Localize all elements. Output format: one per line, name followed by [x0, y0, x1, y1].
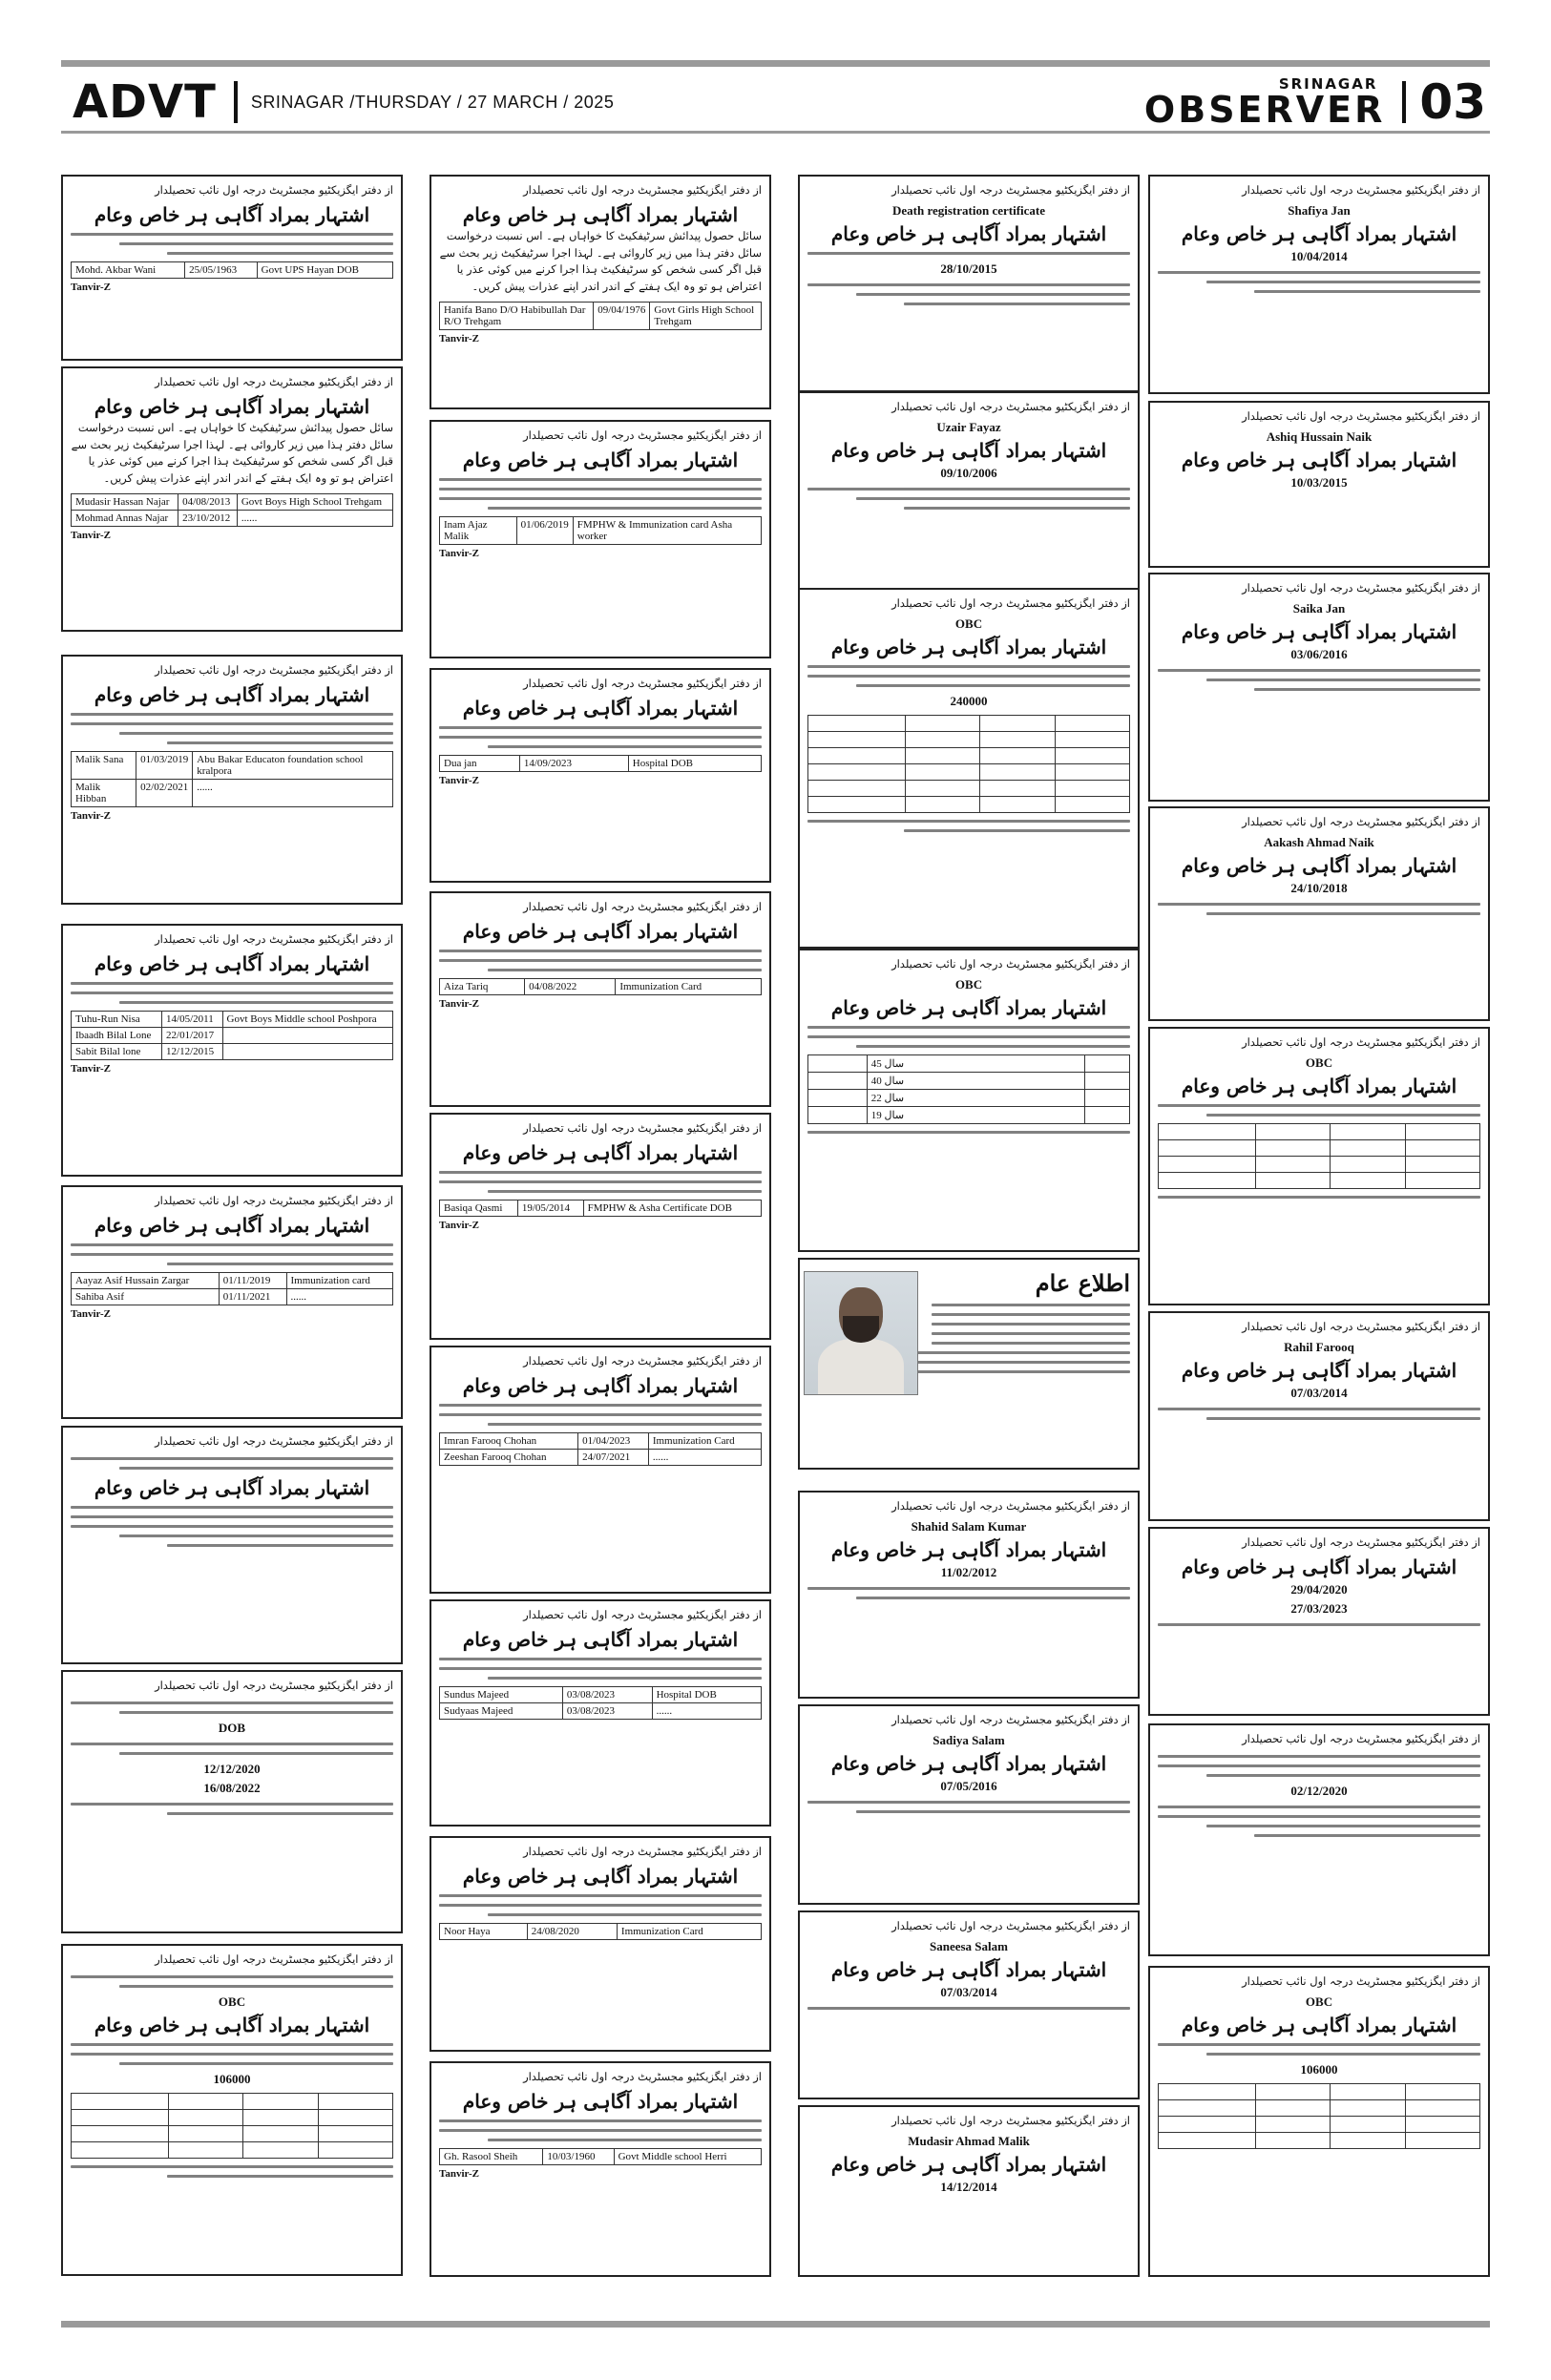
tehsildar-signature: Tanvir-Z: [439, 1219, 479, 1231]
ad-heading: اشتہار بمراد آگاہی ہر خاص وعام: [830, 1537, 1107, 1561]
section-label: ADVT: [73, 75, 217, 129]
ad-c1d: [61, 924, 403, 1177]
applicant-name: Ashiq Hussain Naik: [1266, 428, 1373, 444]
event-date: 24/10/2018: [1290, 880, 1348, 895]
ad-heading: اشتہار بمراد آگاہی ہر خاص وعام: [830, 221, 1107, 245]
tehsildar-signature: Tanvir-Z: [439, 997, 479, 1010]
ad-c1h: [61, 1944, 403, 2276]
ad-intro: از دفتر ایگزیکٹیو مجسٹریٹ درجہ اول نائب تحصیلدار: [891, 1713, 1130, 1726]
ad-table: [439, 2148, 762, 2165]
person-photo: [804, 1271, 918, 1395]
ad-table: [71, 2093, 393, 2159]
ad-heading: اشتہار بمراد آگاہی ہر خاص وعام: [462, 2089, 739, 2113]
ad-intro: از دفتر ایگزیکٹیو مجسٹریٹ درجہ اول نائب تحصیلدار: [155, 375, 393, 388]
tehsildar-signature: Tanvir-Z: [439, 2167, 479, 2180]
ad-c2b: [430, 420, 771, 658]
ad-intro: از دفتر ایگزیکٹیو مجسٹریٹ درجہ اول نائب تحصیلدار: [155, 932, 393, 946]
ad-heading: اشتہار بمراد آگاہی ہر خاص وعام: [830, 1751, 1107, 1775]
masthead-city: SRINAGAR: [1278, 74, 1378, 93]
ad-table: [71, 1272, 393, 1305]
tehsildar-signature: Tanvir-Z: [71, 1062, 111, 1075]
ad-table: [71, 261, 393, 279]
ad-intro: از دفتر ایگزیکٹیو مجسٹریٹ درجہ اول نائب تحصیلدار: [1242, 815, 1480, 828]
table-row: Sahiba Asif 01/11/2021 ......: [72, 1288, 393, 1305]
ad-c1b: [61, 366, 403, 632]
ad-intro: از دفتر ایگزیکٹیو مجسٹریٹ درجہ اول نائب تحصیلدار: [155, 183, 393, 197]
applicant-name: Shahid Salam Kumar: [911, 1518, 1027, 1534]
ad-intro: از دفتر ایگزیکٹیو مجسٹریٹ درجہ اول نائب تحصیلدار: [1242, 581, 1480, 595]
table-row: Sabit Bilal lone 12/12/2015: [72, 1043, 393, 1059]
ad-intro: از دفتر ایگزیکٹیو مجسٹریٹ درجہ اول نائب تحصیلدار: [891, 957, 1130, 971]
ad-heading: اشتہار بمراد آگاہی ہر خاص وعام: [830, 995, 1107, 1019]
table-row: Tuhu-Run Nisa 14/05/2011 Govt Boys Middle school Poshpora: [72, 1011, 393, 1027]
header-divider: [234, 81, 238, 123]
applicant-name: Shafiya Jan: [1288, 202, 1351, 218]
masthead-name: OBSERVER: [1143, 88, 1386, 131]
ad-heading: اشتہار بمراد آگاہی ہر خاص وعام: [462, 1864, 739, 1888]
ad-intro: از دفتر ایگزیکٹیو مجسٹریٹ درجہ اول نائب تحصیلدار: [891, 1919, 1130, 1932]
ad-heading: اشتہار بمراد آگاہی ہر خاص وعام: [1181, 221, 1457, 245]
ad-intro: از دفتر ایگزیکٹیو مجسٹریٹ درجہ اول نائب تحصیلدار: [155, 663, 393, 677]
ad-c4a: [1148, 175, 1490, 394]
ad-c4f: [1148, 1311, 1490, 1521]
ad-heading: اشتہار بمراد آگاہی ہر خاص وعام: [462, 448, 739, 471]
table-row: Aiza Tariq 04/08/2022 Immunization Card: [440, 978, 762, 994]
ad-table: [807, 715, 1130, 813]
applicant-name: Uzair Fayaz: [936, 419, 1001, 434]
ad-intro: از دفتر ایگزیکٹیو مجسٹریٹ درجہ اول نائب تحصیلدار: [1242, 1974, 1480, 1988]
applicant-name: Death registration certificate: [891, 202, 1046, 218]
ad-intro: از دفتر ایگزیکٹیو مجسٹریٹ درجہ اول نائب تحصیلدار: [891, 2114, 1130, 2127]
table-row: Malik Hibban 02/02/2021 ......: [72, 779, 393, 806]
ad-c2c: [430, 668, 771, 883]
ad-c1c: [61, 655, 403, 905]
table-row: Ibaadh Bilal Lone 22/01/2017: [72, 1027, 393, 1043]
ad-c4g: [1148, 1527, 1490, 1716]
table-row: Inam Ajaz Malik 01/06/2019 FMPHW & Immunization card Asha worker: [440, 516, 762, 544]
certificate-code: OBC: [954, 616, 983, 631]
footer-rule: [61, 2321, 1490, 2328]
event-date: 07/03/2014: [940, 1984, 997, 1999]
ad-heading: اشتہار بمراد آگاہی ہر خاص وعام: [830, 2152, 1107, 2176]
header-divider-right: [1402, 81, 1406, 123]
table-row: Aayaz Asif Hussain Zargar 01/11/2019 Immunization card: [72, 1272, 393, 1288]
ad-intro: از دفتر ایگزیکٹیو مجسٹریٹ درجہ اول نائب تحصیلدار: [523, 1354, 762, 1367]
applicant-name: Aakash Ahmad Naik: [1264, 834, 1374, 849]
certificate-code: OBC: [1305, 1054, 1333, 1070]
ad-heading: اشتہار بمراد آگاہی ہر خاص وعام: [462, 919, 739, 943]
ad-c2g: [430, 1599, 771, 1827]
ad-heading: اشتہار بمراد آگاہی ہر خاص وعام: [462, 696, 739, 720]
ad-heading: اشتہار بمراد آگاہی ہر خاص وعام: [462, 1627, 739, 1651]
applicant-name: Mudasir Ahmad Malik: [908, 2133, 1030, 2148]
ad-intro: از دفتر ایگزیکٹیو مجسٹریٹ درجہ اول نائب تحصیلدار: [1242, 1320, 1480, 1333]
ad-c1a: [61, 175, 403, 361]
page-number: 03: [1419, 74, 1486, 130]
ad-table: [71, 1011, 393, 1060]
ad-table: [1158, 1123, 1480, 1189]
event-date: 10/04/2014: [1290, 248, 1348, 263]
ad-c4c: [1148, 573, 1490, 802]
tehsildar-signature: Tanvir-Z: [439, 547, 479, 559]
event-date: 28/10/2015: [940, 261, 997, 276]
ad-body: سائل حصول پیدائش سرٹیفکیٹ کا خواہاں ہے۔ اس نسبت درخواست سائل دفتر ہذا میں زیر کاروائی ہے۔ لہذا اجرا سرٹیفکیٹ زیر بحث سے قبل اگر کسی شخص کو سرٹیفکیٹ ہذا اجرا کرنے میں کوئی عذر یا اعتراض ہو تو وہ ایک ہفتے کے اندر اندر اپنے عذرات پیش کریں۔: [71, 420, 393, 486]
ad-heading: اشتہار بمراد آگاہی ہر خاص وعام: [1181, 853, 1457, 877]
ad-c4b: [1148, 401, 1490, 568]
ad-intro: از دفتر ایگزیکٹیو مجسٹریٹ درجہ اول نائب تحصیلدار: [523, 1608, 762, 1621]
table-row: Mohmad Annas Najar 23/10/2012 ......: [72, 511, 393, 527]
ad-table: [71, 751, 393, 807]
ad-table: [439, 1923, 762, 1940]
masthead-logo: [1143, 74, 1386, 131]
ad-c4d: [1148, 806, 1490, 1021]
table-row: Dua jan 14/09/2023 Hospital DOB: [440, 755, 762, 771]
ad-intro: از دفتر ایگزیکٹیو مجسٹریٹ درجہ اول نائب تحصیلدار: [523, 677, 762, 690]
ad-table: [439, 1686, 762, 1720]
ad-heading: اشتہار بمراد آگاہی ہر خاص وعام: [94, 394, 370, 418]
ad-c3b: [798, 391, 1140, 590]
table-row: Malik Sana 01/03/2019 Abu Bakar Educaton foundation school kralpora: [72, 751, 393, 779]
dateline: SRINAGAR /THURSDAY / 27 MARCH / 2025: [250, 92, 615, 112]
ad-table: [439, 516, 762, 545]
ad-intro: از دفتر ایگزیکٹیو مجسٹریٹ درجہ اول نائب تحصیلدار: [523, 900, 762, 913]
event-date: 10/03/2015: [1290, 474, 1348, 490]
table-row: Gh. Rasool Sheih 10/03/1960 Govt Middle school Herri: [440, 2148, 762, 2164]
ad-intro: از دفتر ایگزیکٹیو مجسٹریٹ درجہ اول نائب تحصیلدار: [891, 596, 1130, 610]
ad-c3c: [798, 588, 1140, 949]
ad-heading: اشتہار بمراد آگاہی ہر خاص وعام: [94, 951, 370, 975]
date-1: 12/12/2020: [203, 1761, 261, 1776]
table-row: Hanifa Bano D/O Habibullah Dar R/O Trehgam 09/04/1976 Govt Girls High School Trehgam: [440, 303, 762, 330]
event-date: 03/06/2016: [1290, 646, 1348, 661]
ad-c2i: [430, 2061, 771, 2277]
table-row: Noor Haya 24/08/2020 Immunization Card: [440, 1923, 762, 1939]
tehsildar-signature: Tanvir-Z: [71, 809, 111, 822]
income-amount: 106000: [1300, 2061, 1338, 2077]
ad-c3a: [798, 175, 1140, 392]
ad-c1g: [61, 1670, 403, 1933]
applicant-name: Saneesa Salam: [930, 1938, 1008, 1953]
tehsildar-signature: Tanvir-Z: [439, 774, 479, 786]
table-row: Basiqa Qasmi 19/05/2014 FMPHW & Asha Certificate DOB: [440, 1200, 762, 1216]
event-date: 11/02/2012: [940, 1564, 997, 1579]
date-1: 29/04/2020: [1290, 1581, 1348, 1597]
income-amount: 106000: [213, 2071, 251, 2086]
ad-c3g: [798, 1910, 1140, 2099]
ad-c4i: [1148, 1966, 1490, 2277]
ad-intro: از دفتر ایگزیکٹیو مجسٹریٹ درجہ اول نائب تحصیلدار: [891, 183, 1130, 197]
ad-intro: از دفتر ایگزیکٹیو مجسٹریٹ درجہ اول نائب تحصیلدار: [155, 1434, 393, 1448]
ad-heading: اشتہار بمراد آگاہی ہر خاص وعام: [1181, 1074, 1457, 1097]
certificate-code: OBC: [1305, 1994, 1333, 2009]
event-date: 14/12/2014: [940, 2179, 997, 2194]
ad-table: [439, 978, 762, 995]
ad-intro: از دفتر ایگزیکٹیو مجسٹریٹ درجہ اول نائب تحصیلدار: [523, 2070, 762, 2083]
applicant-name: Sadiya Salam: [933, 1732, 1005, 1747]
ad-intro: از دفتر ایگزیکٹیو مجسٹریٹ درجہ اول نائب تحصیلدار: [155, 1679, 393, 1692]
tehsildar-signature: Tanvir-Z: [71, 530, 111, 542]
ad-intro: از دفتر ایگزیکٹیو مجسٹریٹ درجہ اول نائب تحصیلدار: [523, 428, 762, 442]
ad-table: 45 سال 40 سال 22 سال 19 سال: [807, 1054, 1130, 1124]
ad-c2d: [430, 891, 771, 1107]
ad-table: [439, 1200, 762, 1217]
date-2: 27/03/2023: [1290, 1600, 1348, 1616]
ad-c4e: [1148, 1027, 1490, 1305]
table-row: Imran Farooq Chohan 01/04/2023 Immunization Card: [440, 1432, 762, 1449]
ad-heading: اشتہار بمراد آگاہی ہر خاص وعام: [462, 1140, 739, 1164]
ad-c3f: [798, 1704, 1140, 1905]
ad-heading: اشتہار بمراد آگاہی ہر خاص وعام: [94, 2013, 370, 2036]
ad-intro: از دفتر ایگزیکٹیو مجسٹریٹ درجہ اول نائب تحصیلدار: [1242, 183, 1480, 197]
ad-heading: اشتہار بمراد آگاہی ہر خاص وعام: [1181, 2013, 1457, 2036]
event-date: 07/05/2016: [940, 1778, 997, 1793]
ad-c3d: [798, 949, 1140, 1252]
ad-heading: اشتہار بمراد آگاہی ہر خاص وعام: [1181, 1555, 1457, 1578]
certificate-code: OBC: [218, 1994, 246, 2009]
certificate-code: OBC: [954, 976, 983, 992]
ad-heading: اشتہار بمراد آگاہی ہر خاص وعام: [462, 1373, 739, 1397]
ad-c2f: [430, 1346, 771, 1594]
header-top-rule: [61, 60, 1490, 67]
ad-heading: اشتہار بمراد آگاہی ہر خاص وعام: [1181, 448, 1457, 471]
ad-heading: اشتہار بمراد آگاہی ہر خاص وعام: [94, 1213, 370, 1237]
ad-c3e: [798, 1491, 1140, 1699]
ad-heading: اشتہار بمراد آگاہی ہر خاص وعام: [94, 202, 370, 226]
ad-c2e: [430, 1113, 771, 1340]
ad-table: [439, 1432, 762, 1466]
ad-table: [71, 493, 393, 527]
tehsildar-signature: Tanvir-Z: [439, 333, 479, 345]
ad-c1e: [61, 1185, 403, 1419]
header-left: [73, 75, 615, 129]
ad-c4h: [1148, 1723, 1490, 1956]
event-date: 07/03/2014: [1290, 1385, 1348, 1400]
ad-heading: اشتہار بمراد آگاہی ہر خاص وعام: [830, 635, 1107, 658]
notice-title: اطلاع عام: [1035, 1269, 1130, 1297]
ad-intro: از دفتر ایگزیکٹیو مجسٹریٹ درجہ اول نائب تحصیلدار: [155, 1194, 393, 1207]
ad-intro: از دفتر ایگزیکٹیو مجسٹریٹ درجہ اول نائب تحصیلدار: [1242, 1535, 1480, 1549]
event-date: 09/10/2006: [940, 465, 997, 480]
ad-table: [1158, 2083, 1480, 2149]
tehsildar-signature: Tanvir-Z: [71, 281, 111, 293]
applicant-name: Saika Jan: [1292, 600, 1346, 616]
ad-heading: اشتہار بمراد آگاہی ہر خاص وعام: [830, 438, 1107, 462]
header-right: [1143, 74, 1486, 131]
ad-intro: از دفتر ایگزیکٹیو مجسٹریٹ درجہ اول نائب تحصیلدار: [891, 400, 1130, 413]
header-bottom-rule: [61, 131, 1490, 134]
certificate-code: DOB: [218, 1720, 246, 1735]
ad-table: [439, 302, 762, 330]
table-row: Sundus Majeed 03/08/2023 Hospital DOB: [440, 1686, 762, 1702]
ad-heading: اشتہار بمراد آگاہی ہر خاص وعام: [94, 1475, 370, 1499]
table-row: Mudasir Hassan Najar 04/08/2013 Govt Boys High School Trehgam: [72, 494, 393, 511]
ad-intro: از دفتر ایگزیکٹیو مجسٹریٹ درجہ اول نائب تحصیلدار: [1242, 1035, 1480, 1049]
income-amount: 240000: [950, 693, 988, 708]
event-date: 02/12/2020: [1290, 1783, 1348, 1798]
ad-intro: از دفتر ایگزیکٹیو مجسٹریٹ درجہ اول نائب تحصیلدار: [523, 1121, 762, 1135]
ad-intro: از دفتر ایگزیکٹیو مجسٹریٹ درجہ اول نائب تحصیلدار: [1242, 1732, 1480, 1745]
ad-intro: از دفتر ایگزیکٹیو مجسٹریٹ درجہ اول نائب تحصیلدار: [1242, 409, 1480, 423]
ad-heading: اشتہار بمراد آگاہی ہر خاص وعام: [830, 1957, 1107, 1981]
ad-c2a: [430, 175, 771, 409]
date-2: 16/08/2022: [203, 1780, 261, 1795]
ad-intro: از دفتر ایگزیکٹیو مجسٹریٹ درجہ اول نائب تحصیلدار: [523, 1845, 762, 1858]
table-row: Sudyaas Majeed 03/08/2023 ......: [440, 1702, 762, 1719]
ad-intro: از دفتر ایگزیکٹیو مجسٹریٹ درجہ اول نائب تحصیلدار: [155, 1952, 393, 1966]
ad-heading: اشتہار بمراد آگاہی ہر خاص وعام: [462, 202, 739, 226]
applicant-name: Rahil Farooq: [1284, 1339, 1354, 1354]
tehsildar-signature: Tanvir-Z: [71, 1307, 111, 1320]
table-row: Zeeshan Farooq Chohan 24/07/2021 ......: [440, 1449, 762, 1465]
ad-c1f: [61, 1426, 403, 1664]
ad-heading: اشتہار بمراد آگاہی ہر خاص وعام: [94, 682, 370, 706]
ad-c2h: [430, 1836, 771, 2052]
ad-heading: اشتہار بمراد آگاہی ہر خاص وعام: [1181, 619, 1457, 643]
ad-c3h: [798, 2105, 1140, 2277]
ad-intro: از دفتر ایگزیکٹیو مجسٹریٹ درجہ اول نائب تحصیلدار: [891, 1499, 1130, 1513]
table-row: Mohd. Akbar Wani 25/05/1963 Govt UPS Hayan DOB: [72, 261, 393, 278]
ad-heading: اشتہار بمراد آگاہی ہر خاص وعام: [1181, 1358, 1457, 1382]
ad-table: [439, 755, 762, 772]
ad-body: سائل حصول پیدائش سرٹیفکیٹ کا خواہاں ہے۔ اس نسبت درخواست سائل دفتر ہذا میں زیر کاروائی ہے۔ لہذا اجرا سرٹیفکیٹ زیر بحث سے قبل اگر کسی شخص کو سرٹیفکیٹ ہذا اجرا کرنے میں کوئی عذر یا اعتراض ہو تو وہ ایک ہفتے کے اندر اندر اپنے عذرات پیش کریں۔: [439, 228, 762, 294]
ad-intro: از دفتر ایگزیکٹیو مجسٹریٹ درجہ اول نائب تحصیلدار: [523, 183, 762, 197]
